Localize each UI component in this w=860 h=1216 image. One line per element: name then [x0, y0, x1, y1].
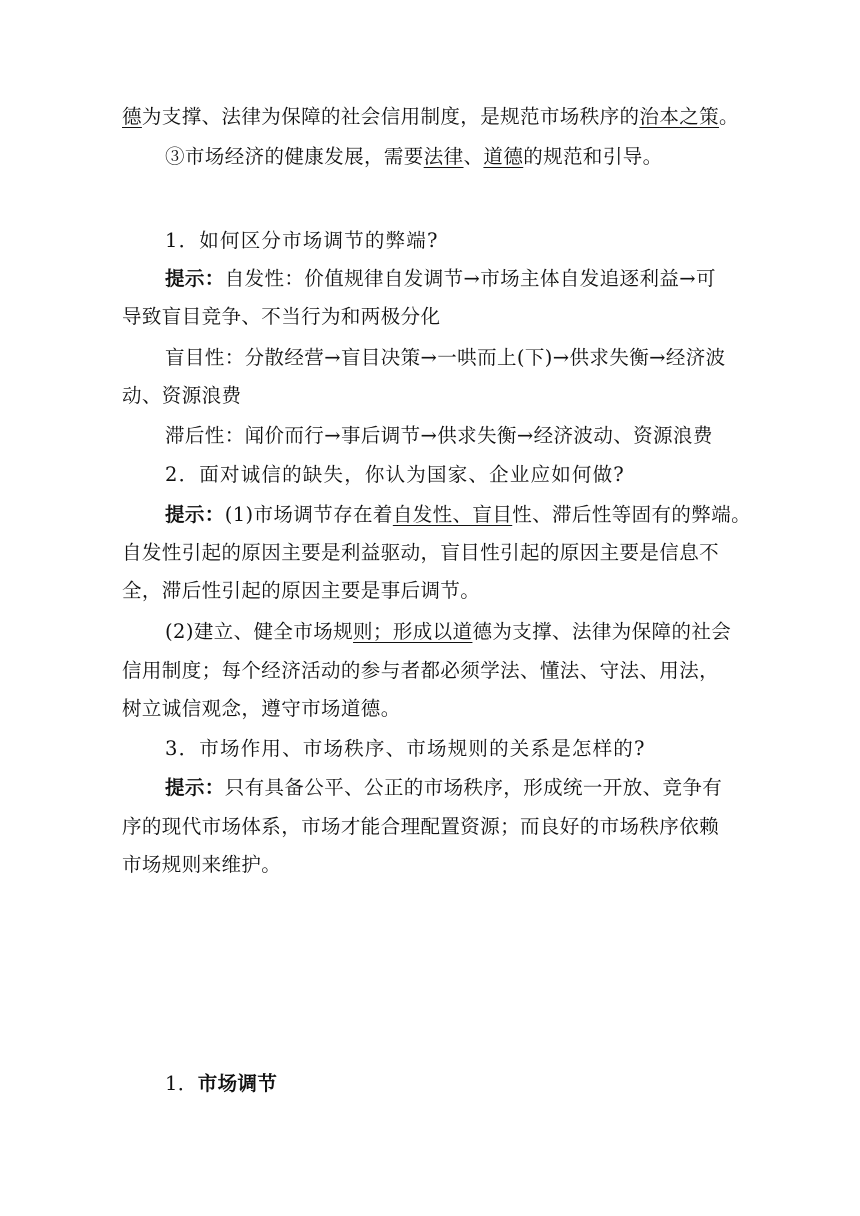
hint-label: 提示：: [165, 776, 225, 799]
question-2-hint-line-6: 树立诚信观念，遵守市场道德。: [122, 697, 401, 720]
underlined-term: 法律: [423, 145, 464, 168]
question-1-hint-line-2: 导致盲目竞争、不当行为和两极分化: [122, 305, 441, 328]
text-segment: 。: [719, 105, 739, 128]
question-1-hint-line-5: 滞后性：闻价而行→事后调节→供求失衡→经济波动、资源浪费: [165, 424, 713, 447]
question-1-hint-line-1: [165, 266, 742, 292]
text-line-intro-2: [165, 144, 742, 170]
question-3-title: 3．市场作用、市场秩序、市场规则的关系是怎样的?: [165, 737, 646, 760]
question-1-title: 1．如何区分市场调节的弊端?: [165, 229, 439, 252]
underlined-term: 自发性、盲目: [392, 503, 513, 526]
section-heading: [165, 1071, 742, 1097]
section-heading-number: 1．: [165, 1072, 198, 1095]
text-line-intro-1: [122, 104, 742, 130]
text-segment: 的规范和引导。: [523, 145, 663, 168]
question-2-hint-line-2: 自发性引起的原因主要是利益驱动，盲目性引起的原因主要是信息不: [122, 541, 720, 564]
question-2-hint-line-1: [165, 502, 752, 528]
question-1-hint-line-3: 盲目性：分散经营→盲目决策→一哄而上(下)→供求失衡→经济波: [165, 346, 726, 369]
text-segment: ③市场经济的健康发展，需要: [165, 145, 424, 168]
text-segment: 只有具备公平、公正的市场秩序，形成统一开放、竞争有: [224, 776, 723, 799]
question-3-hint-line-1: [165, 775, 742, 801]
text-segment: 自发性：价值规律自发调节→市场主体自发追逐利益→可: [224, 267, 716, 290]
underlined-term: 治本之策: [639, 105, 720, 128]
question-2-hint-line-5: 信用制度；每个经济活动的参与者都必须学法、懂法、守法、用法，: [122, 659, 720, 682]
question-2-title: 2．面对诚信的缺失，你认为国家、企业应如何做?: [165, 463, 625, 486]
underlined-term: 则；形成以道: [353, 620, 473, 643]
hint-label: 提示：: [165, 267, 225, 290]
question-3-hint-line-2: 序的现代市场体系，市场才能合理配置资源；而良好的市场秩序依赖: [122, 815, 720, 838]
question-2-hint-line-3: 全，滞后性引起的原因主要是事后调节。: [122, 579, 481, 602]
text-segment: 、: [463, 145, 484, 168]
question-3-hint-line-3: 市场规则来维护。: [122, 853, 282, 876]
text-segment: (1)市场调节存在着: [224, 503, 393, 526]
underlined-term: 道德: [483, 145, 524, 168]
question-2-hint-line-4: [165, 619, 742, 645]
text-segment: 性、滞后性等固有的弊端。: [512, 503, 752, 526]
text-segment: 为支撑、法律为保障的社会信用制度，是规范市场秩序的: [141, 105, 640, 128]
question-1-hint-line-4: 动、资源浪费: [122, 384, 242, 407]
underlined-term: 德: [122, 105, 142, 128]
section-heading-text: 市场调节: [197, 1072, 278, 1095]
text-segment: (2)建立、健全市场规: [165, 620, 354, 643]
text-segment: 德为支撑、法律为保障的社会: [472, 620, 732, 643]
hint-label: 提示：: [165, 503, 225, 526]
